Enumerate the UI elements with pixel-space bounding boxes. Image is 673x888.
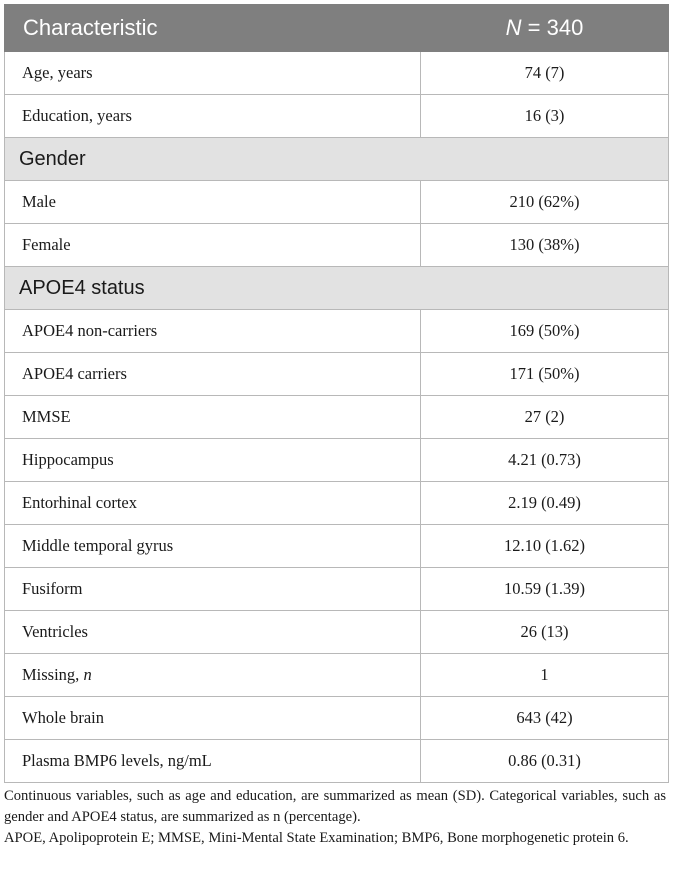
table-row (5, 310, 669, 353)
row-value: 1 (421, 654, 669, 697)
row-label (5, 654, 421, 697)
table-row (5, 95, 669, 138)
section-row-apoe4-status (5, 267, 669, 310)
row-value: 26 (13) (421, 611, 669, 654)
table-row (5, 396, 669, 439)
row-label: Female (5, 224, 421, 267)
header-characteristic: Characteristic (5, 5, 421, 52)
table-row (5, 181, 669, 224)
table-row (5, 224, 669, 267)
row-label: Whole brain (5, 697, 421, 740)
table-row (5, 525, 669, 568)
row-value: 2.19 (0.49) (421, 482, 669, 525)
header-n-total (421, 5, 669, 52)
table-row (5, 697, 669, 740)
row-value: 171 (50%) (421, 353, 669, 396)
row-value: 10.59 (1.39) (421, 568, 669, 611)
section-heading: APOE4 status (5, 267, 669, 310)
row-label: APOE4 carriers (5, 353, 421, 396)
row-value: 4.21 (0.73) (421, 439, 669, 482)
table-row (5, 439, 669, 482)
row-value: 12.10 (1.62) (421, 525, 669, 568)
row-label: Ventricles (5, 611, 421, 654)
row-label: Hippocampus (5, 439, 421, 482)
row-label-italic-n: n (83, 665, 92, 684)
row-label: Middle temporal gyrus (5, 525, 421, 568)
table-row (5, 353, 669, 396)
row-label: Age, years (5, 52, 421, 95)
row-label: Plasma BMP6 levels, ng/mL (5, 740, 421, 783)
characteristics-table-container (4, 4, 668, 783)
row-value: 27 (2) (421, 396, 669, 439)
table-row (5, 52, 669, 95)
row-value: 130 (38%) (421, 224, 669, 267)
section-heading: Gender (5, 138, 669, 181)
row-value: 169 (50%) (421, 310, 669, 353)
row-label: Male (5, 181, 421, 224)
section-row-gender (5, 138, 669, 181)
table-row (5, 611, 669, 654)
table-row (5, 740, 669, 783)
header-n-symbol: N (505, 15, 522, 40)
row-label: Entorhinal cortex (5, 482, 421, 525)
row-value: 0.86 (0.31) (421, 740, 669, 783)
footnote-abbreviations: APOE, Apolipoprotein E; MMSE, Mini-Mental State Examination; BMP6, Bone morphogenetic protein 6. (4, 830, 629, 846)
characteristics-table (4, 4, 669, 783)
row-value: 16 (3) (421, 95, 669, 138)
row-label: Education, years (5, 95, 421, 138)
row-value: 643 (42) (421, 697, 669, 740)
row-label: Fusiform (5, 568, 421, 611)
row-label: MMSE (5, 396, 421, 439)
row-label-text: Missing, (22, 665, 84, 684)
table-row (5, 654, 669, 697)
row-label: APOE4 non-carriers (5, 310, 421, 353)
row-value: 74 (7) (421, 52, 669, 95)
table-row (5, 482, 669, 525)
footnote-summary-method: Continuous variables, such as age and education, are summarized as mean (SD). Categorical variables, such as gender and APOE4 status, are summarized as n (percentage). (4, 788, 666, 825)
header-n-value: = 340 (521, 15, 584, 40)
row-value: 210 (62%) (421, 181, 669, 224)
table-footnotes (4, 786, 666, 849)
table-row (5, 568, 669, 611)
table-header-row (5, 5, 669, 52)
